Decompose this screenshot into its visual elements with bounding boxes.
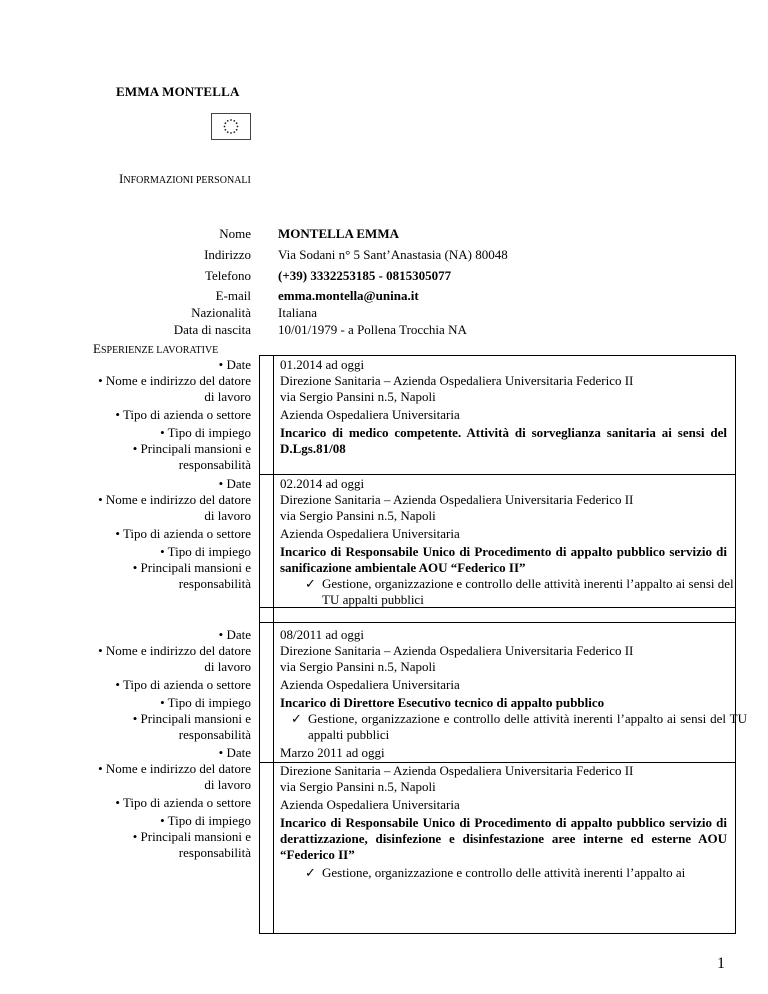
label-email: E-mail [215,288,251,303]
value-indirizzo: Via Sodani n° 5 Sant’Anastasia (NA) 80048 [278,247,508,262]
label-duties: • Principali mansioni e [132,711,251,726]
label-sector: • Tipo di azienda o settore [115,677,251,692]
entry-duty-item: ✓ Gestione, organizzazione e controllo delle attività inerenti l’appalto ai sensi del TU appalti pubblici [291,711,747,742]
entry-address: via Sergio Pansini n.5, Napoli [280,508,436,523]
label-employer-cont: di lavoro [204,389,251,404]
value-nome: MONTELLA EMMA [278,226,399,241]
label-duties: • Principali mansioni e [132,441,251,456]
label-employer-cont: di lavoro [204,777,251,792]
entry-duty-item: ✓ Gestione, organizzazione e controllo delle attività inerenti l’appalto ai sensi del TU appalti pubblici [305,576,734,607]
table-rule [259,355,736,356]
label-employer-cont: di lavoro [204,659,251,674]
label-indirizzo: Indirizzo [204,247,251,262]
label-duties: • Principali mansioni e [132,560,251,575]
value-data-nascita: 10/01/1979 - a Pollena Trocchia NA [278,322,467,337]
eu-flag-logo [211,113,251,140]
entry-address: via Sergio Pansini n.5, Napoli [280,779,436,794]
label-employer: • Nome e indirizzo del datore [98,643,251,658]
entry-employer: Direzione Sanitaria – Azienda Ospedaliera Universitaria Federico II [280,763,634,778]
label-date: • Date [218,357,251,372]
section-title-experience: ESPERIENZE LAVORATIVE [93,341,219,356]
entry-sector: Azienda Ospedaliera Universitaria [280,407,460,422]
label-sector: • Tipo di azienda o settore [115,407,251,422]
entry-employer: Direzione Sanitaria – Azienda Ospedaliera Universitaria Federico II [280,492,634,507]
table-divider-right [735,355,736,933]
table-rule [259,933,736,934]
label-date: • Date [218,476,251,491]
label-duties: • Principali mansioni e [132,829,251,844]
label-duties-cont: responsabilità [178,845,251,860]
entry-address: via Sergio Pansini n.5, Napoli [280,389,436,404]
entry-duty-item: ✓ Gestione, organizzazione e controllo delle attività inerenti l’appalto ai [305,865,686,880]
label-telefono: Telefono [204,268,251,283]
label-duties-cont: responsabilità [178,576,251,591]
entry-address: via Sergio Pansini n.5, Napoli [280,659,436,674]
table-rule [259,474,736,475]
entry-role: Incarico di Direttore Esecutivo tecnico di appalto pubblico [280,695,605,710]
label-data-nascita: Data di nascita [173,322,251,337]
checkmark-icon: ✓ [291,711,302,726]
entry-date: 01.2014 ad oggi [280,357,365,372]
entry-employer: Direzione Sanitaria – Azienda Ospedaliera Universitaria Federico II [280,373,634,388]
candidate-name: EMMA MONTELLA [116,84,240,99]
label-employer: • Nome e indirizzo del datore [98,761,251,776]
label-employer: • Nome e indirizzo del datore [98,373,251,388]
entry-date: 02.2014 ad oggi [280,476,365,491]
entry-date: Marzo 2011 ad oggi [280,745,385,760]
checkmark-icon: ✓ [305,576,316,591]
label-sector: • Tipo di azienda o settore [115,795,251,810]
entry-role: Incarico di Responsabile Unico di Procedimento di appalto pubblico servizio di sanificazione ambientale AOU “Federico II” [280,544,727,575]
value-email: emma.montella@unina.it [278,288,419,303]
entry-employer: Direzione Sanitaria – Azienda Ospedaliera Universitaria Federico II [280,643,634,658]
page-number: 1 [717,955,725,972]
table-divider-left [259,355,260,933]
checkmark-icon: ✓ [305,865,316,880]
table-divider-mid [273,355,274,933]
label-sector: • Tipo di azienda o settore [115,526,251,541]
entry-role: Incarico di medico competente. Attività di sorveglianza sanitaria ai sensi del D.Lgs.81/08 [280,425,727,456]
table-rule [259,622,736,623]
value-nazionalita: Italiana [278,305,317,320]
label-date: • Date [218,745,251,760]
label-date: • Date [218,627,251,642]
label-employer-cont: di lavoro [204,508,251,523]
label-type: • Tipo di impiego [160,695,251,710]
label-nazionalita: Nazionalità [191,305,251,320]
entry-sector: Azienda Ospedaliera Universitaria [280,526,460,541]
entry-sector: Azienda Ospedaliera Universitaria [280,797,460,812]
label-type: • Tipo di impiego [160,813,251,828]
label-type: • Tipo di impiego [160,425,251,440]
label-employer: • Nome e indirizzo del datore [98,492,251,507]
entry-role: Incarico di Responsabile Unico di Procedimento di appalto pubblico servizio di derattizzazione, disinfezione e disinfestazione aree interne ed esterne AOU “Federico II” [280,815,727,862]
label-duties-cont: responsabilità [178,727,251,742]
label-nome: Nome [219,226,251,241]
label-type: • Tipo di impiego [160,544,251,559]
entry-sector: Azienda Ospedaliera Universitaria [280,677,460,692]
entry-date: 08/2011 ad oggi [280,627,365,642]
section-title-personal: INFORMAZIONI PERSONALI [119,171,251,186]
value-telefono: (+39) 3332253185 - 0815305077 [278,268,452,283]
label-duties-cont: responsabilità [178,457,251,472]
